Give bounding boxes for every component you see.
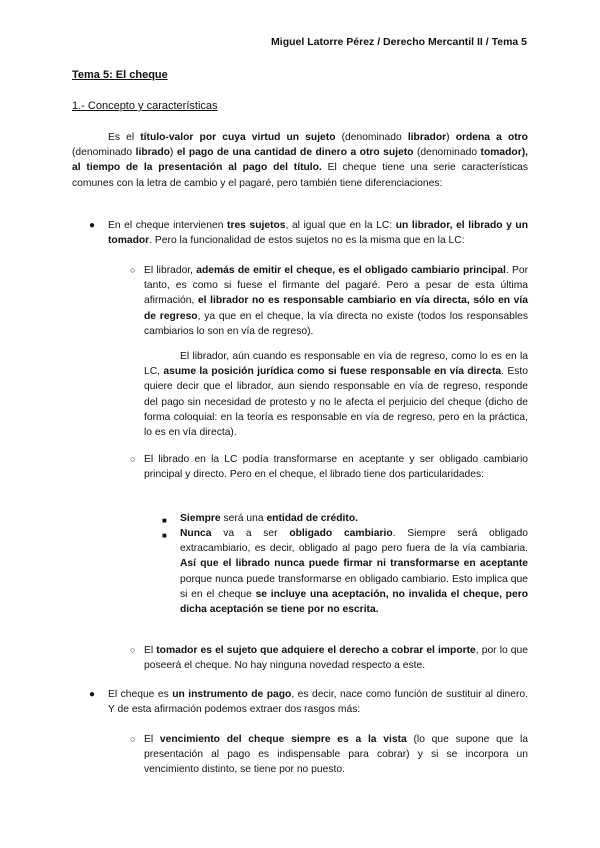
sub-item-text: [144, 263, 528, 339]
bullet-marker: ●: [89, 220, 96, 231]
text-run: . Por tanto, es como si fuese el firmante del pagaré. Pero a pesar de esta última afirmación,: [144, 265, 529, 307]
bold-text-run: tomador es el sujeto que adquiere el derecho a cobrar el importe: [156, 645, 476, 656]
sub-sub-bullet-marker: ■: [162, 516, 167, 525]
sub-sub-bullet-marker: ■: [162, 531, 167, 540]
sub-sub-item-text: [180, 511, 528, 526]
librador-continuation: [144, 349, 528, 440]
bold-text-run: un librador, el librado y un tomador: [108, 220, 528, 247]
text-run: (lo que supone que la presentación al pago es indispensable para cobrar) y si se incorpora un vencimiento distinto, se tiene por no puesto.: [144, 734, 528, 776]
bold-text-run: tomador), al tiempo de la presentación al pago del título.: [72, 147, 529, 174]
sub-item-text: [144, 643, 528, 673]
bold-text-run: un instrumento de pago: [172, 689, 292, 700]
bold-text-run: Así que el librado nunca puede firmar ni transformarse en aceptante: [180, 558, 528, 570]
sub-item-librador: [144, 263, 528, 339]
text-run: , ya que en el cheque, la vía directa no existe (todos los responsables cambiarios lo son en vía de regreso).: [144, 310, 528, 337]
text-run: El: [144, 645, 157, 656]
bold-text-run: librado: [135, 147, 170, 159]
continuation-text: [144, 349, 528, 440]
sub-item-text: [144, 452, 528, 482]
text-run: ): [169, 147, 177, 159]
sub-bullet-marker: ○: [130, 645, 136, 655]
text-run: (denominado: [72, 147, 136, 159]
text-run: (denominado: [335, 132, 408, 143]
bold-text-run: Siempre: [180, 513, 221, 524]
bold-text-run: librador: [407, 132, 447, 143]
sub-bullet-marker: ○: [130, 734, 136, 744]
text-run: Es el: [108, 132, 141, 143]
text-run: El librador, aún cuando es responsable en vía de regreso, como lo es en la LC,: [144, 351, 528, 378]
text-run: . Siempre será obligado extracambiario, es decir, obligado al pago pero fuera de la vía cambiaria.: [180, 528, 528, 555]
sub-bullet-marker: ○: [130, 454, 136, 464]
text-run: En el cheque intervienen: [108, 220, 228, 231]
text-run: El librador,: [144, 265, 197, 276]
text-run: , por lo que poseerá el cheque. No hay ninguna novedad respecto a este.: [144, 645, 528, 672]
bold-text-run: vencimiento del cheque siempre es a la vista: [159, 734, 407, 745]
intro-paragraph: [72, 130, 528, 191]
bold-text-run: además de emitir el cheque, es el obligado cambiario principal: [196, 265, 506, 276]
text-run: , al igual que en la LC:: [285, 220, 396, 231]
text-run: . Esto quiere decir que el librador, aun siendo responsable en vía de regreso, responde del pago sin necesidad de protesto y no le afecta el perjuicio del cheque (dicho de forma coloquial: en la teoría es responsable en vía de regreso, pero en la práctica, lo es en vía directa).: [144, 366, 529, 439]
text-run: ): [446, 132, 456, 143]
bold-text-run: el librador no es responsable cambiario en vía directa, sólo en vía de regreso: [144, 295, 528, 322]
bold-text-run: entidad de crédito.: [266, 513, 358, 524]
text-run: será una: [220, 513, 267, 524]
bold-text-run: obligado cambiario: [289, 528, 393, 539]
text-run: El cheque tiene una serie características comunes con la letra de cambio y el pagaré, pero también tiene diferenciaciones:: [72, 162, 528, 189]
sub-bullet-marker: ○: [130, 265, 136, 275]
bullet-marker: ●: [89, 689, 96, 700]
sub-sub-item-nunca: [180, 526, 528, 617]
section-heading: 1.- Concepto y características: [72, 100, 218, 112]
bullet-item-instrumento: [108, 687, 528, 717]
text-run: porque nunca puede transformarse en obligado cambiario. Esto implica que si en el cheque: [180, 573, 528, 600]
text-run: El cheque es: [108, 689, 173, 700]
bold-text-run: Nunca: [180, 528, 212, 539]
bullet-text: [108, 218, 528, 248]
bold-text-run: título-valor por cuya virtud un sujeto: [140, 132, 336, 143]
text-run: (denominado: [413, 147, 481, 159]
page-title: Tema 5: El cheque: [72, 69, 168, 81]
intro-text: [72, 130, 528, 191]
text-run: . Pero la funcionalidad de estos sujetos no es la misma que en la LC:: [149, 235, 465, 247]
bold-text-run: asume la posición jurídica como si fuese responsable en vía directa: [163, 366, 502, 378]
sub-item-tomador: [144, 643, 528, 673]
sub-item-vencimiento: [144, 732, 528, 778]
sub-item-librado: [144, 452, 528, 482]
text-run: El: [144, 734, 160, 745]
bold-text-run: ordena a otro: [455, 132, 528, 143]
bold-text-run: se incluye una aceptación, no invalida el cheque, pero dicha aceptación se tiene por no escrita.: [180, 588, 528, 616]
text-run: va a ser: [211, 528, 290, 539]
sub-item-text: [144, 732, 528, 778]
bold-text-run: tres sujetos: [227, 220, 286, 231]
sub-sub-item-text: [180, 526, 528, 617]
text-run: , es decir, nace como función de sustituir al dinero. Y de esta afirmación podemos extraer dos rasgos más:: [108, 689, 528, 716]
bullet-item-subjects: [108, 218, 528, 248]
running-header: Miguel Latorre Pérez / Derecho Mercantil II / Tema 5: [271, 36, 527, 48]
text-run: El librado en la LC podía transformarse en aceptante y ser obligado cambiario principal y directo. Pero en el cheque, el librado tiene dos particularidades:: [144, 454, 528, 481]
bullet-text: [108, 687, 528, 717]
sub-sub-item-entidad: [180, 511, 528, 526]
bold-text-run: el pago de una cantidad de dinero a otro sujeto: [176, 147, 414, 159]
